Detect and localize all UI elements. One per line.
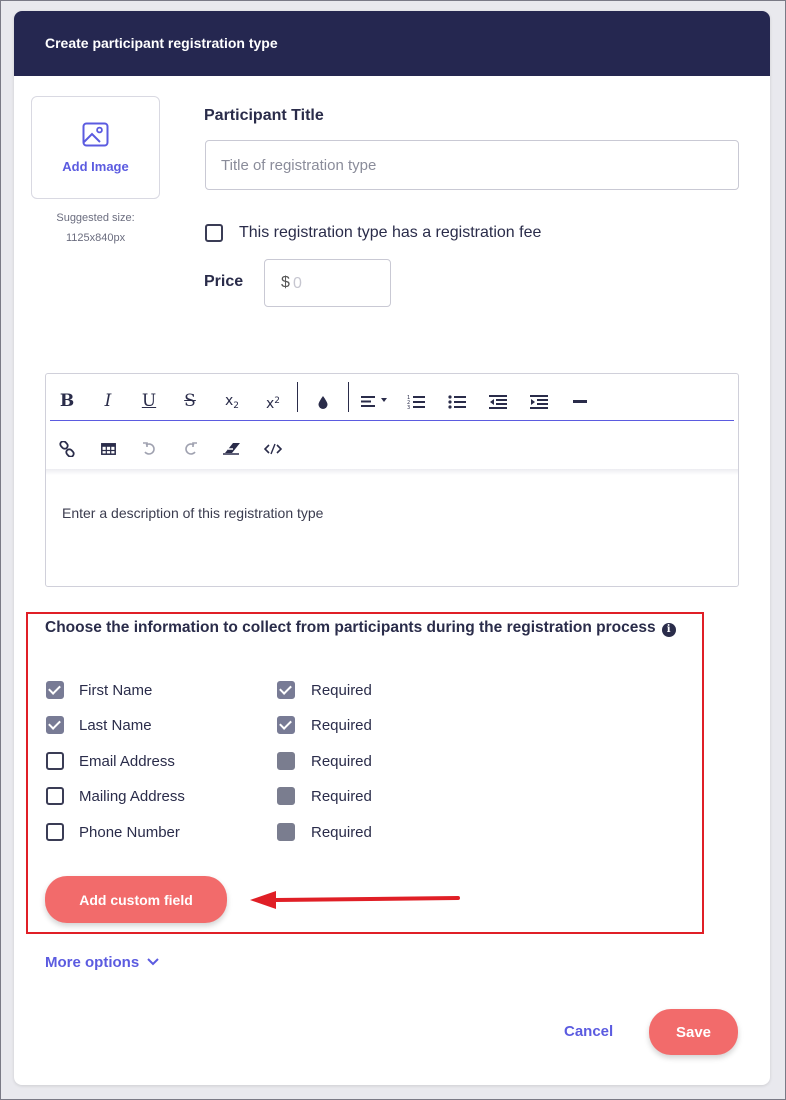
description-placeholder[interactable]: Enter a description of this registration type	[62, 505, 324, 521]
eraser-icon[interactable]	[219, 436, 245, 460]
ordered-list-icon[interactable]	[403, 389, 429, 413]
registration-fee-checkbox[interactable]	[205, 224, 223, 242]
participant-title-input[interactable]	[205, 140, 739, 190]
toolbar-separator	[348, 382, 349, 412]
redo-icon[interactable]	[177, 436, 203, 460]
collect-field-checkbox[interactable]	[46, 752, 64, 770]
annotation-arrow-icon	[250, 888, 462, 912]
required-label: Required	[311, 788, 372, 805]
collect-field-label: Mailing Address	[79, 788, 185, 805]
required-label: Required	[311, 717, 372, 734]
add-custom-field-button[interactable]: Add custom field	[45, 876, 227, 923]
collect-section-title-text: Choose the information to collect from participants during the registration process	[45, 619, 656, 636]
required-checkbox[interactable]	[277, 787, 295, 805]
required-checkbox[interactable]	[277, 823, 295, 841]
underline-icon[interactable]: U	[141, 391, 157, 411]
more-options-label: More options	[45, 954, 140, 971]
required-label: Required	[311, 682, 372, 699]
toolbar-divider	[50, 420, 734, 421]
code-view-icon[interactable]	[260, 436, 286, 460]
collect-field-checkbox[interactable]	[46, 681, 64, 699]
subscript-icon[interactable]: $x_2$	[224, 393, 240, 411]
currency-symbol: $	[281, 274, 290, 291]
indent-icon[interactable]	[526, 389, 552, 413]
collect-field-label: Email Address	[79, 753, 175, 770]
modal-header	[14, 11, 770, 76]
collect-field-checkbox[interactable]	[46, 787, 64, 805]
svg-text:2: 2	[407, 399, 411, 406]
svg-text:1: 1	[407, 394, 411, 401]
suggested-size-label: Suggested size:	[56, 212, 135, 224]
undo-icon[interactable]	[136, 436, 162, 460]
strikethrough-icon[interactable]: S	[184, 391, 196, 411]
italic-icon[interactable]: I	[104, 391, 112, 411]
modal-title: Create participant registration type	[45, 35, 278, 51]
participant-title-label: Participant Title	[204, 107, 324, 124]
info-icon[interactable]: i	[662, 623, 676, 637]
required-label: Required	[311, 824, 372, 841]
cancel-button[interactable]: Cancel	[564, 1023, 614, 1040]
table-icon[interactable]	[95, 436, 121, 460]
collect-field-label: Phone Number	[79, 824, 180, 841]
outdent-icon[interactable]	[485, 389, 511, 413]
more-options-link[interactable]	[45, 954, 159, 971]
price-input[interactable]	[291, 260, 390, 308]
required-label: Required	[311, 753, 372, 770]
collect-field-checkbox[interactable]	[46, 823, 64, 841]
horizontal-rule-icon[interactable]	[567, 389, 593, 413]
description-editor	[45, 373, 739, 587]
chevron-down-icon	[147, 958, 159, 966]
add-image-label: Add Image	[62, 159, 129, 174]
superscript-icon[interactable]: $x^2$	[265, 396, 281, 412]
unordered-list-icon[interactable]	[444, 389, 470, 413]
svg-text:3: 3	[407, 404, 411, 410]
toolbar-separator	[297, 382, 298, 412]
link-icon[interactable]	[54, 436, 80, 460]
required-checkbox[interactable]	[277, 681, 295, 699]
required-checkbox[interactable]	[277, 716, 295, 734]
suggested-size-value: 1125x840px	[65, 232, 126, 244]
save-button[interactable]: Save	[649, 1009, 738, 1055]
collect-section-title	[45, 619, 705, 637]
required-checkbox[interactable]	[277, 752, 295, 770]
add-image-button[interactable]	[31, 96, 160, 199]
collect-field-label: First Name	[79, 682, 153, 699]
collect-field-checkbox[interactable]	[46, 716, 64, 734]
text-color-icon[interactable]	[310, 389, 336, 413]
bold-icon[interactable]: B	[59, 391, 75, 411]
price-label: Price	[204, 273, 244, 290]
align-dropdown-icon[interactable]	[359, 389, 393, 413]
registration-fee-label: This registration type has a registration fee	[239, 224, 542, 241]
price-field[interactable]	[264, 259, 391, 307]
collect-field-label: Last Name	[79, 717, 152, 734]
image-icon	[82, 122, 109, 147]
toolbar-shadow	[46, 469, 738, 475]
